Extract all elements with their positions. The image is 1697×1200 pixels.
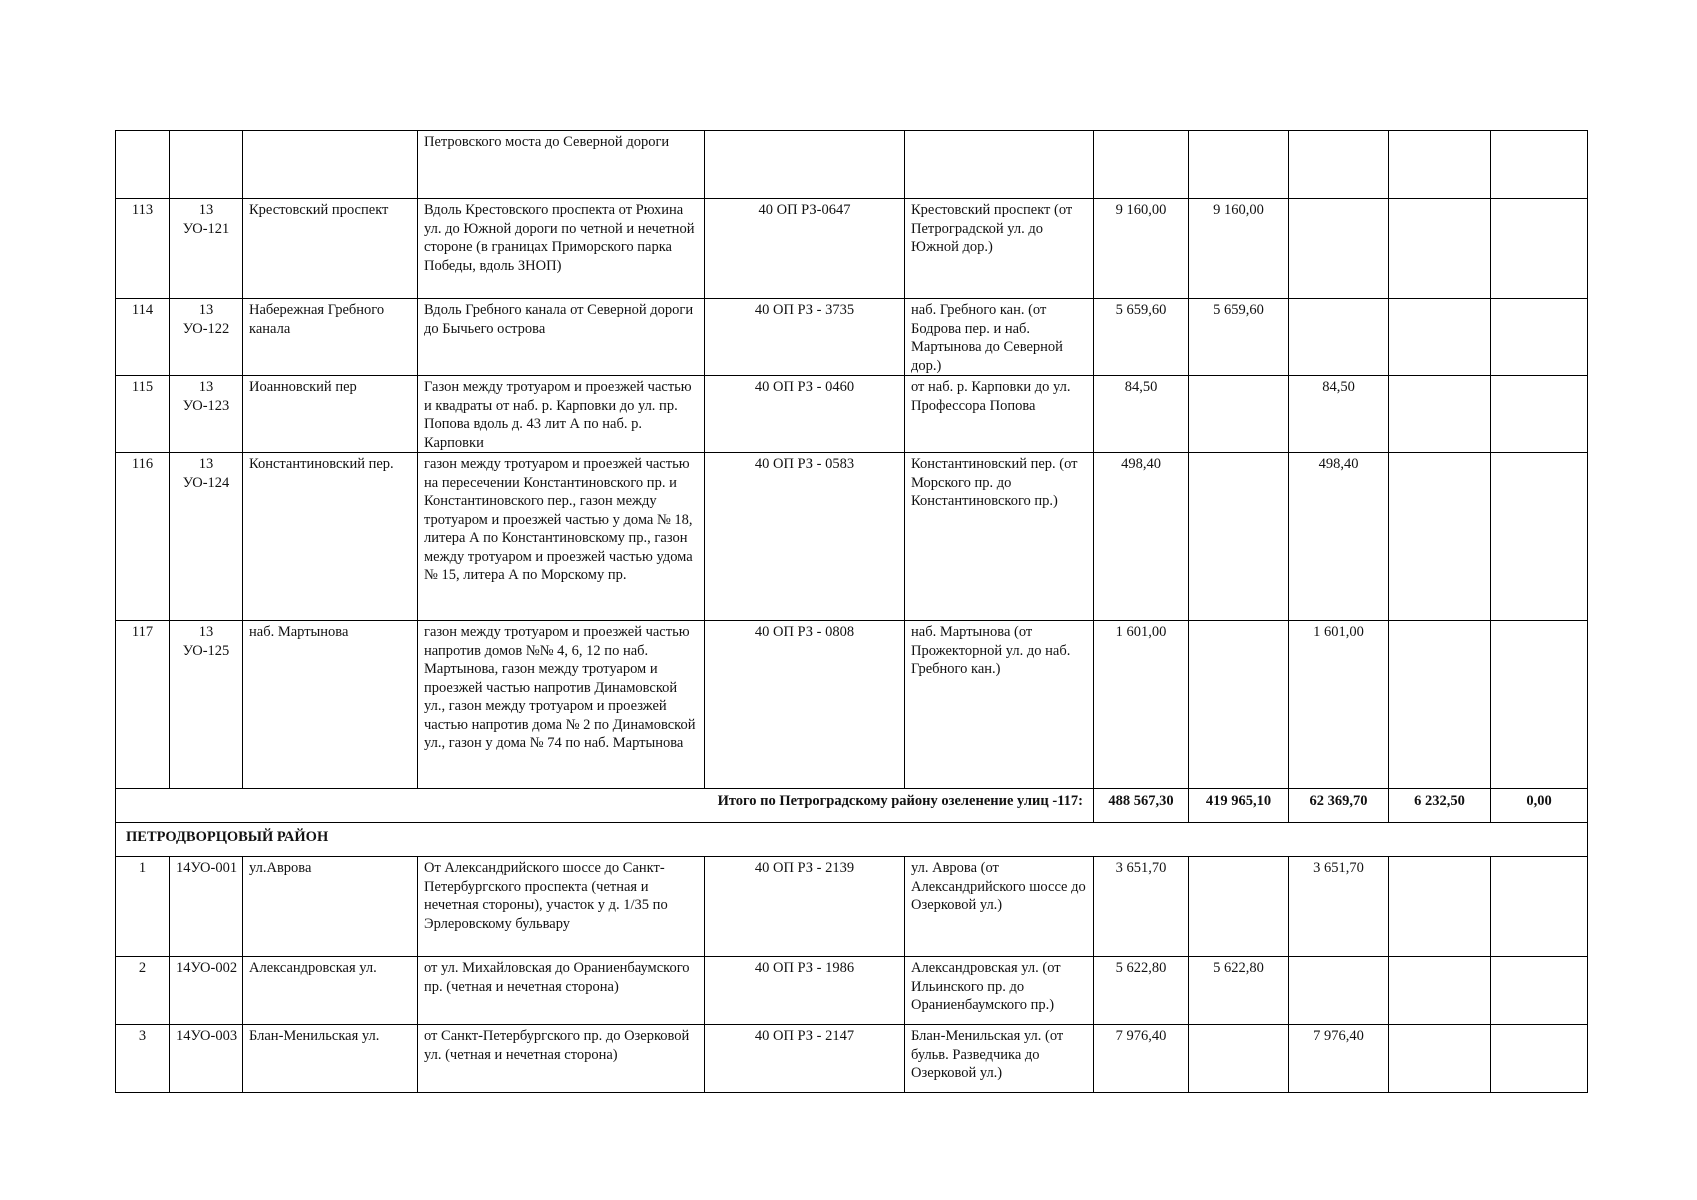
- road-code-cell: 40 ОП РЗ - 2147: [705, 1025, 905, 1093]
- category-4-cell: [1491, 453, 1588, 621]
- district-total-category-4: 0,00: [1491, 789, 1588, 823]
- table-row: [116, 957, 1588, 1025]
- road-code-cell: 40 ОП РЗ - 0808: [705, 621, 905, 789]
- description-cell: от Санкт-Петербургского пр. до Озерковой ул. (четная и нечетная сторона): [418, 1025, 705, 1093]
- street-name-cell: Константиновский пер.: [243, 453, 418, 621]
- row-id-cell: 14УО-003: [170, 1025, 243, 1093]
- row-id-cell: 13 УО-122: [170, 299, 243, 376]
- category-4-cell: [1491, 857, 1588, 957]
- total-area-cell: [1094, 131, 1189, 199]
- category-1-cell: [1189, 131, 1289, 199]
- location-cell: наб. Гребного кан. (от Бодрова пер. и наб. Мартынова до Северной дор.): [905, 299, 1094, 376]
- row-number-cell: 1: [116, 857, 170, 957]
- location-cell: Александровская ул. (от Ильинского пр. до Ораниенбаумского пр.): [905, 957, 1094, 1025]
- road-code-cell: 40 ОП РЗ - 1986: [705, 957, 905, 1025]
- category-2-cell: 3 651,70: [1289, 857, 1389, 957]
- total-area-cell: 5 659,60: [1094, 299, 1189, 376]
- section-title: ПЕТРОДВОРЦОВЫЙ РАЙОН: [116, 823, 1588, 857]
- row-number-cell: 113: [116, 199, 170, 299]
- category-4-cell: [1491, 376, 1588, 453]
- category-3-cell: [1389, 857, 1491, 957]
- category-1-cell: [1189, 621, 1289, 789]
- category-1-cell: 9 160,00: [1189, 199, 1289, 299]
- row-number-cell: 2: [116, 957, 170, 1025]
- location-cell: ул. Аврова (от Александрийского шоссе до Озерковой ул.): [905, 857, 1094, 957]
- location-cell: Константиновский пер. (от Морского пр. до Константиновского пр.): [905, 453, 1094, 621]
- row-number-cell: 116: [116, 453, 170, 621]
- section-header-row: [116, 823, 1588, 857]
- street-name-cell: [243, 131, 418, 199]
- category-1-cell: [1189, 376, 1289, 453]
- road-code-cell: [705, 131, 905, 199]
- total-area-cell: 498,40: [1094, 453, 1189, 621]
- table-row: [116, 857, 1588, 957]
- road-code-cell: 40 ОП РЗ - 2139: [705, 857, 905, 957]
- road-code-cell: 40 ОП РЗ - 0460: [705, 376, 905, 453]
- table-row: [116, 131, 1588, 199]
- row-number-cell: [116, 131, 170, 199]
- category-1-cell: [1189, 857, 1289, 957]
- street-name-cell: Крестовский проспект: [243, 199, 418, 299]
- row-id-cell: 14УО-002: [170, 957, 243, 1025]
- category-2-cell: [1289, 199, 1389, 299]
- location-cell: Блан-Менильская ул. (от бульв. Разведчика до Озерковой ул.): [905, 1025, 1094, 1093]
- street-name-cell: Александровская ул.: [243, 957, 418, 1025]
- row-id-cell: 13 УО-123: [170, 376, 243, 453]
- category-3-cell: [1389, 299, 1491, 376]
- row-number-cell: 115: [116, 376, 170, 453]
- category-3-cell: [1389, 376, 1491, 453]
- table-row: [116, 299, 1588, 376]
- category-1-cell: [1189, 1025, 1289, 1093]
- table-row: [116, 376, 1588, 453]
- description-cell: Газон между тротуаром и проезжей частью и квадраты от наб. р. Карповки до ул. пр. Попова вдоль д. 43 лит А по наб. р. Карповки: [418, 376, 705, 453]
- row-number-cell: 114: [116, 299, 170, 376]
- category-2-cell: [1289, 131, 1389, 199]
- description-cell: от ул. Михайловская до Ораниенбаумского пр. (четная и нечетная сторона): [418, 957, 705, 1025]
- location-cell: [905, 131, 1094, 199]
- category-2-cell: 1 601,00: [1289, 621, 1389, 789]
- street-name-cell: Иоанновский пер: [243, 376, 418, 453]
- category-1-cell: [1189, 453, 1289, 621]
- category-3-cell: [1389, 199, 1491, 299]
- category-3-cell: [1389, 957, 1491, 1025]
- description-cell: газон между тротуаром и проезжей частью на пересечении Константиновского пр. и Константиновского пер., газон между тротуаром и проезжей частью у дома № 18, литера А по Константиновскому пр., газон между тротуаром и проезжей частью удома № 15, литера А по Морскому пр.: [418, 453, 705, 621]
- description-cell: Вдоль Крестовского проспекта от Рюхина ул. до Южной дороги по четной и нечетной стороне (в границах Приморского парка Победы, вдоль ЗНОП): [418, 199, 705, 299]
- row-number-cell: 3: [116, 1025, 170, 1093]
- street-name-cell: Набережная Гребного канала: [243, 299, 418, 376]
- description-cell: Вдоль Гребного канала от Северной дороги до Бычьего острова: [418, 299, 705, 376]
- row-number-cell: 117: [116, 621, 170, 789]
- category-4-cell: [1491, 131, 1588, 199]
- table-row: [116, 453, 1588, 621]
- description-cell: Петровского моста до Северной дороги: [418, 131, 705, 199]
- category-2-cell: 498,40: [1289, 453, 1389, 621]
- category-3-cell: [1389, 131, 1491, 199]
- total-area-cell: 7 976,40: [1094, 1025, 1189, 1093]
- total-area-cell: 3 651,70: [1094, 857, 1189, 957]
- road-code-cell: 40 ОП РЗ - 3735: [705, 299, 905, 376]
- location-cell: Крестовский проспект (от Петроградской ул. до Южной дор.): [905, 199, 1094, 299]
- road-code-cell: 40 ОП РЗ - 0583: [705, 453, 905, 621]
- category-2-cell: 84,50: [1289, 376, 1389, 453]
- category-4-cell: [1491, 299, 1588, 376]
- row-id-cell: 13 УО-124: [170, 453, 243, 621]
- document-table: [115, 130, 1588, 1093]
- table-row: [116, 621, 1588, 789]
- category-4-cell: [1491, 957, 1588, 1025]
- row-id-cell: 13 УО-121: [170, 199, 243, 299]
- district-total-area: 488 567,30: [1094, 789, 1189, 823]
- category-3-cell: [1389, 621, 1491, 789]
- row-id-cell: 14УО-001: [170, 857, 243, 957]
- description-cell: От Александрийского шоссе до Санкт-Петербургского проспекта (четная и нечетная стороны), участок у д. 1/35 по Эрлеровскому бульвару: [418, 857, 705, 957]
- category-1-cell: 5 622,80: [1189, 957, 1289, 1025]
- category-2-cell: 7 976,40: [1289, 1025, 1389, 1093]
- total-area-cell: 84,50: [1094, 376, 1189, 453]
- district-total-label: Итого по Петроградскому району озеленение улиц -117:: [116, 789, 1094, 823]
- category-3-cell: [1389, 1025, 1491, 1093]
- description-cell: газон между тротуаром и проезжей частью напротив домов №№ 4, 6, 12 по наб. Мартынова, газон между тротуаром и проезжей частью напротив Динамовской ул., газон между тротуаром и проезжей частью напротив дома № 2 по Динамовской ул., газон у дома № 74 по наб. Мартынова: [418, 621, 705, 789]
- district-total-row: [116, 789, 1588, 823]
- category-2-cell: [1289, 299, 1389, 376]
- table-row: [116, 199, 1588, 299]
- category-3-cell: [1389, 453, 1491, 621]
- row-id-cell: 13 УО-125: [170, 621, 243, 789]
- category-4-cell: [1491, 621, 1588, 789]
- category-1-cell: 5 659,60: [1189, 299, 1289, 376]
- total-area-cell: 9 160,00: [1094, 199, 1189, 299]
- category-2-cell: [1289, 957, 1389, 1025]
- category-4-cell: [1491, 199, 1588, 299]
- district-total-category-3: 6 232,50: [1389, 789, 1491, 823]
- category-4-cell: [1491, 1025, 1588, 1093]
- total-area-cell: 5 622,80: [1094, 957, 1189, 1025]
- street-name-cell: ул.Аврова: [243, 857, 418, 957]
- total-area-cell: 1 601,00: [1094, 621, 1189, 789]
- location-cell: наб. Мартынова (от Прожекторной ул. до наб. Гребного кан.): [905, 621, 1094, 789]
- row-id-cell: [170, 131, 243, 199]
- road-code-cell: 40 ОП РЗ-0647: [705, 199, 905, 299]
- location-cell: от наб. р. Карповки до ул. Профессора Попова: [905, 376, 1094, 453]
- district-total-category-2: 62 369,70: [1289, 789, 1389, 823]
- table-row: [116, 1025, 1588, 1093]
- street-name-cell: Блан-Менильская ул.: [243, 1025, 418, 1093]
- district-total-category-1: 419 965,10: [1189, 789, 1289, 823]
- street-name-cell: наб. Мартынова: [243, 621, 418, 789]
